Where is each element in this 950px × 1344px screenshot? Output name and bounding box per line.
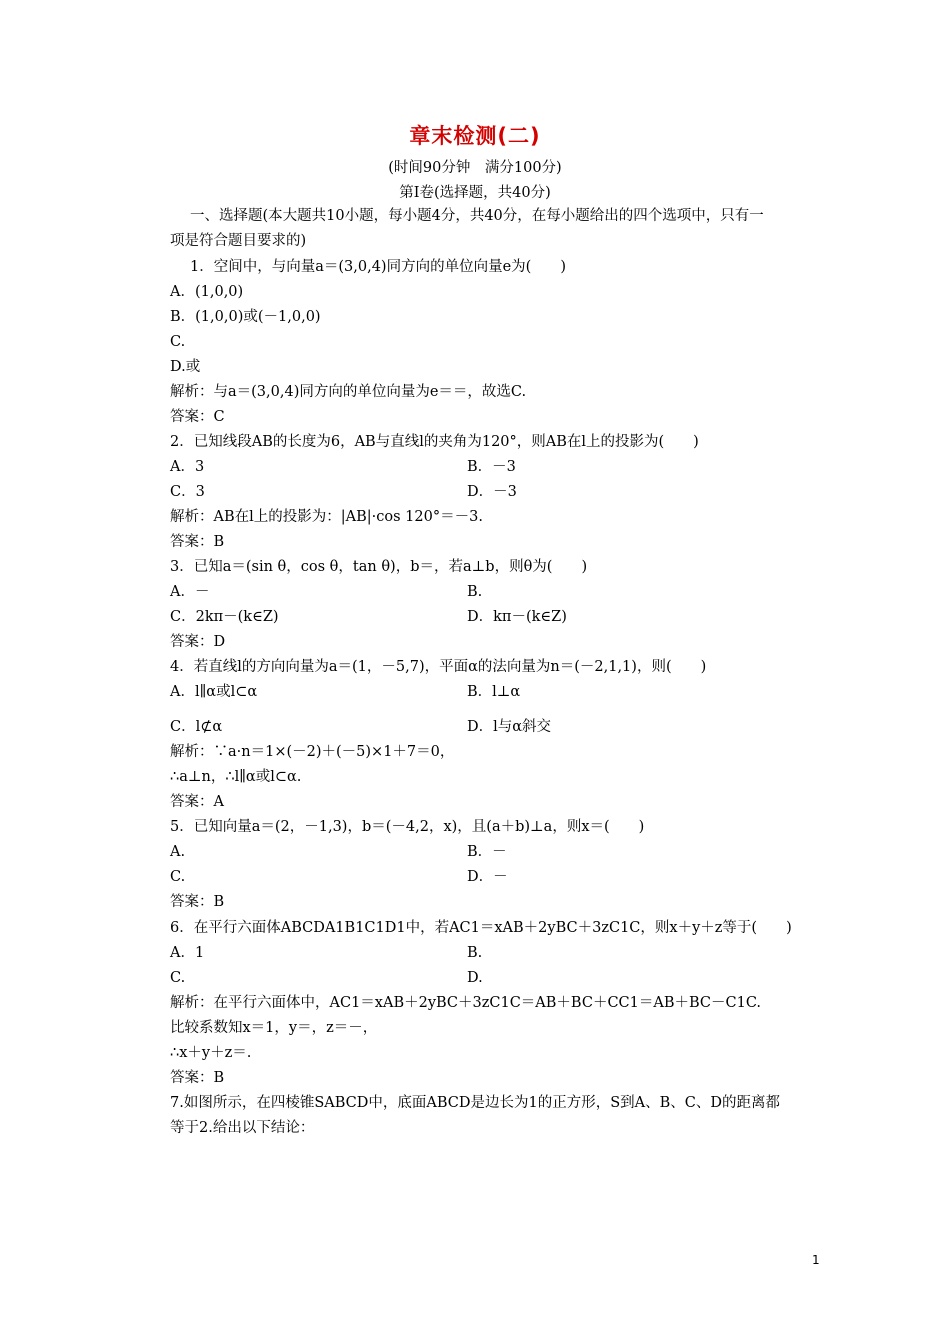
page-number: 1 <box>812 1253 820 1267</box>
text-line: 解析：AB在l上的投影为：|AB|·cos 120°＝－3. <box>170 509 483 525</box>
text-line: A．l∥α或l⊂α <box>170 684 258 700</box>
text-line: 答案：B <box>170 534 225 550</box>
text-line: C. <box>170 334 186 350</box>
text-line-right: D．－ <box>467 869 508 885</box>
text-line: 答案：B <box>170 1070 225 1086</box>
text-line: D.或 <box>170 359 201 375</box>
text-line: C．2kπ－(k∈Z) <box>170 609 279 625</box>
text-line: 4．若直线l的方向向量为a＝(1，－5,7)，平面α的法向量为n＝(－2,1,1)，则( ) <box>170 659 707 675</box>
text-line-right: B．l⊥α <box>467 684 521 700</box>
text-line-right: D. <box>467 970 483 986</box>
text-line: A．3 <box>170 459 205 475</box>
text-line: ∴a⊥n，∴l∥α或l⊂α. <box>170 769 302 785</box>
text-line: A．－ <box>170 584 210 600</box>
text-line: 6．在平行六面体ABCDA1B1C1D1中，若AC1＝xAB＋2yBC＋3zC1C，则x＋y＋z等于( ) <box>170 920 792 936</box>
text-line: C．3 <box>170 484 205 500</box>
text-line: 答案：B <box>170 894 225 910</box>
part-title: 第Ⅰ卷(选择题，共40分) <box>399 185 551 201</box>
text-line-right: D．l与α斜交 <box>467 719 552 735</box>
text-line: 解析：在平行六面体中，AC1＝xAB＋2yBC＋3zC1C＝AB＋BC＋CC1＝AB＋BC－C1C. <box>170 995 762 1011</box>
text-line: 答案：A <box>170 794 224 810</box>
text-line-right: B. <box>467 945 483 961</box>
intro-line-2: 项是符合题目要求的) <box>170 233 307 249</box>
text-line: 解析：∵a·n＝1×(－2)＋(－5)×1＋7＝0， <box>170 744 455 760</box>
text-line: A．1 <box>170 945 205 961</box>
text-line: C．l⊄α <box>170 719 223 735</box>
intro-line-1: 一、选择题(本大题共10小题，每小题4分，共40分，在每小题给出的四个选项中，只有一 <box>190 208 764 224</box>
text-line-right: B．－ <box>467 844 507 860</box>
text-line-right: D．kπ－(k∈Z) <box>467 609 567 625</box>
text-line: B．(1,0,0)或(－1,0,0) <box>170 309 321 325</box>
text-line: 1．空间中，与向量a＝(3,0,4)同方向的单位向量e为( ) <box>190 259 566 275</box>
text-line-right: B．－3 <box>467 459 516 475</box>
text-line: 答案：C <box>170 409 225 425</box>
subtitle: (时间90分钟 满分100分) <box>388 160 562 176</box>
text-line: 5．已知向量a＝(2，－1,3)，b＝(－4,2，x)，且(a＋b)⊥a，则x＝( ) <box>170 819 645 835</box>
text-line: ∴x＋y＋z＝. <box>170 1045 252 1061</box>
text-line: C. <box>170 869 186 885</box>
text-line-right: D．－3 <box>467 484 517 500</box>
text-line: A．(1,0,0) <box>170 284 244 300</box>
text-line: 2．已知线段AB的长度为6，AB与直线l的夹角为120°，则AB在l上的投影为( ) <box>170 434 699 450</box>
text-line: 解析：与a＝(3,0,4)同方向的单位向量为e＝＝，故选C. <box>170 384 527 400</box>
text-line-right: B. <box>467 584 483 600</box>
text-line: A. <box>170 844 186 860</box>
text-line: 等于2.给出以下结论： <box>170 1120 315 1136</box>
text-line: C. <box>170 970 186 986</box>
text-line: 3．已知a＝(sin θ，cos θ，tan θ)，b＝，若a⊥b，则θ为( ) <box>170 559 588 575</box>
text-line: 答案：D <box>170 634 226 650</box>
text-line: 7.如图所示，在四棱锥SABCD中，底面ABCD是边长为1的正方形，S到A、B、C、D的距离都 <box>170 1095 781 1111</box>
text-line: 比较系数知x＝1，y＝，z＝－， <box>170 1020 378 1036</box>
page-title: 章末检测(二) <box>409 124 541 148</box>
